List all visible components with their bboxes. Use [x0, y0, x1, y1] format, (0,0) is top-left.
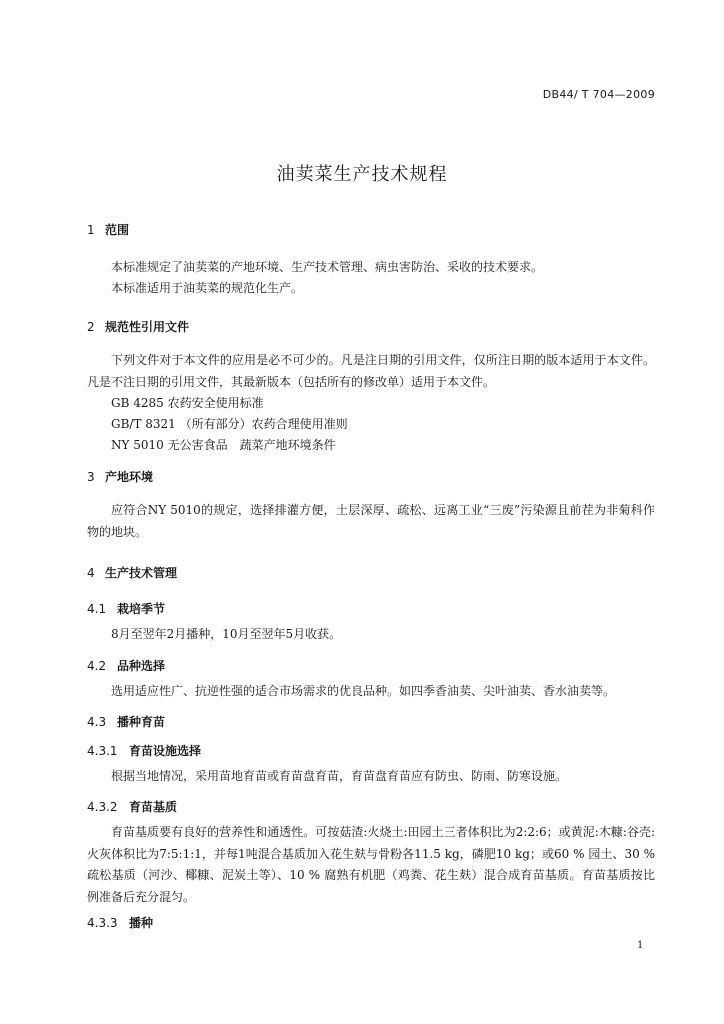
reference-item: GB 4285 农药安全使用标准 [111, 396, 264, 410]
section-2-heading [87, 318, 189, 335]
section-number: 3 [87, 470, 95, 484]
page-number: 1 [637, 940, 644, 951]
section-4-3-2-heading [87, 798, 177, 815]
section-4-3-3-heading [87, 914, 153, 931]
section-number: 4.3.3 [87, 916, 118, 930]
section-4-2-heading [87, 657, 165, 674]
standard-code: DB44/ T 704—2009 [542, 88, 655, 101]
section-title: 育苗基质 [129, 800, 178, 814]
section-number: 4 [87, 566, 95, 580]
section-title: 育苗设施选择 [129, 744, 202, 758]
section-number: 4.1 [87, 602, 107, 616]
environment-paragraph: 应符合NY 5010的规定，选择排灌方便，土层深厚、疏松、远离工业“三废”污染源且前茬为非菊科作物的地块。 [87, 503, 655, 539]
section-4-3-1-heading [87, 742, 201, 759]
reference-item: NY 5010 无公害食品 蔬菜产地环境条件 [111, 438, 336, 452]
section-title: 品种选择 [117, 659, 166, 673]
section-4-heading [87, 564, 177, 581]
cultivation-season-text: 8月至翌年2月播种，10月至翌年5月收获。 [111, 627, 342, 641]
section-title: 产地环境 [105, 470, 154, 484]
section-title: 播种育苗 [117, 715, 166, 729]
section-number: 4.3 [87, 715, 107, 729]
section-4-1-heading [87, 600, 165, 617]
nursery-facility-text: 根据当地情况，采用苗地育苗或育苗盘育苗，育苗盘育苗应有防虫、防雨、防寒设施。 [111, 769, 568, 783]
scope-line-2: 本标准适用于油荬菜的规范化生产。 [111, 281, 304, 295]
section-title: 生产技术管理 [105, 566, 178, 580]
section-number: 4.3.1 [87, 744, 118, 758]
section-title: 范围 [105, 223, 130, 237]
variety-selection-text: 选用适应性广、抗逆性强的适合市场需求的优良品种。如四季香油荬、尖叶油荬、香水油荬等。 [111, 684, 616, 698]
scope-line-1: 本标准规定了油荬菜的产地环境、生产技术管理、病虫害防治、采收的技术要求。 [111, 260, 544, 274]
section-title: 播种 [129, 916, 154, 930]
section-3-heading [87, 468, 153, 485]
normative-references-paragraph: 下列文件对于本文件的应用是必不可少的。凡是注日期的引用文件，仅所注日期的版本适用于本文件。凡是不注日期的引用文件，其最新版本（包括所有的修改单）适用于本文件。 [87, 353, 655, 389]
nursery-substrate-paragraph: 育苗基质要有良好的营养性和通透性。可按菇渣:火烧土:田园土三者体积比为2:2:6；或黄泥:木糠:谷壳:火灰体积比为7:5:1:1，并每1吨混合基质加入花生麸与骨粉各11.5 kg，磷肥10 kg；或60 % 园土、30 % 疏松基质（河沙、椰糠、泥炭土等）、10 % 腐熟有机肥（鸡粪、花生麸）混合成育苗基质。育苗基质按比例准备后充分混匀。 [87, 825, 655, 904]
reference-item: GB/T 8321 （所有部分）农药合理使用准则 [111, 417, 348, 431]
document-title: 油荬菜生产技术规程 [276, 164, 448, 185]
section-number: 1 [87, 223, 95, 237]
section-4-3-heading [87, 713, 165, 730]
section-number: 4.2 [87, 659, 107, 673]
section-number: 2 [87, 320, 95, 334]
section-1-heading [87, 221, 129, 238]
section-title: 栽培季节 [117, 602, 166, 616]
section-title: 规范性引用文件 [105, 320, 190, 334]
section-number: 4.3.2 [87, 800, 118, 814]
